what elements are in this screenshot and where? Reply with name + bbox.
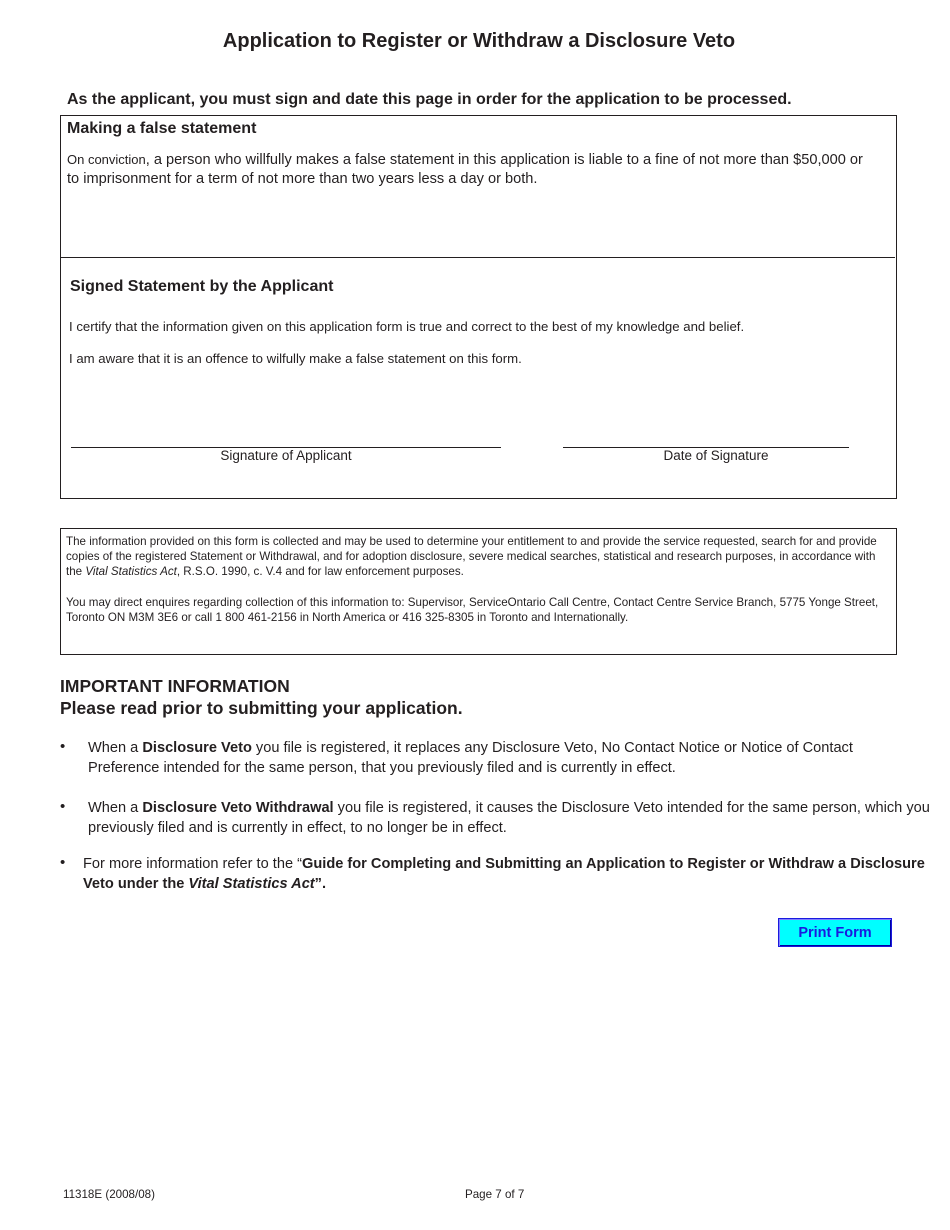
bullet-icon: • xyxy=(60,738,66,755)
bullet-text-act: Vital Statistics Act xyxy=(188,876,315,892)
instruction-text: As the applicant, you must sign and date this page in order for the application to be processed. xyxy=(67,91,792,108)
aware-text: I am aware that it is an offence to wilfully make a false statement on this form. xyxy=(69,351,522,366)
false-statement-body: , a person who willfully makes a false statement in this application is liable to a fine of not more than $50,000 or to imprisonment for a term of not more than two years less a day or both. xyxy=(67,152,863,187)
bullet-text-bold: Disclosure Veto xyxy=(142,740,252,756)
privacy-paragraph-2: You may direct enquires regarding collection of this information to: Supervisor, ServiceOntario Call Centre, Contact Centre Service Branch, 5775 Yonge Street, Toronto ON M3M 3E6 or call 1 800 461-2156 in North America or 416 325-8305 in Toronto and Internationally. xyxy=(66,596,879,624)
bullet-text-pre: When a xyxy=(88,740,143,756)
false-statement-heading: Making a false statement xyxy=(67,120,257,137)
form-code: 11318E (2008/08) xyxy=(63,1188,155,1201)
date-label: Date of Signature xyxy=(663,448,769,463)
bullet-text-post: ”. xyxy=(314,876,327,892)
bullet-item-guide xyxy=(83,854,933,894)
bullet-text-pre: When a xyxy=(88,800,143,816)
important-heading: IMPORTANT INFORMATION xyxy=(60,676,290,696)
bullet-text-bold: Disclosure Veto Withdrawal xyxy=(142,800,334,816)
false-statement-text xyxy=(67,150,867,189)
privacy-paragraph-1 xyxy=(66,534,888,579)
bullet-text-pre: For more information refer to the “ xyxy=(83,856,302,872)
privacy-text-before: The information provided on this form is collected and may be used to determine your entitlement to and provide the service requested, search for and provide copies of the registered Statement or Withdrawal, and for adoption disclosure, severe medical searches, statistical and research purposes, in accordance with the xyxy=(66,535,877,578)
bullet-text-post: you file is registered, it replaces any Disclosure Veto, No Contact Notice or Notice of Contact Preference intended for the same person, that you previously filed and is currently in effect. xyxy=(88,740,853,776)
privacy-act-name: Vital Statistics Act xyxy=(85,565,177,578)
bullet-text-post: you file is registered, it causes the Disclosure Veto intended for the same person, which you previously filed and is currently in effect, to no longer be in effect. xyxy=(88,800,930,836)
bullet-item-veto xyxy=(88,738,928,778)
certify-text: I certify that the information given on this application form is true and correct to the best of my knowledge and belief. xyxy=(69,319,745,334)
section-divider xyxy=(61,257,895,258)
bullet-icon: • xyxy=(60,854,66,871)
important-subheading: Please read prior to submitting your application. xyxy=(60,698,463,718)
privacy-text-after: , R.S.O. 1990, c. V.4 and for law enforcement purposes. xyxy=(176,565,464,578)
signed-statement-heading: Signed Statement by the Applicant xyxy=(70,278,334,295)
print-form-button[interactable]: Print Form xyxy=(778,918,892,947)
bullet-item-withdrawal xyxy=(88,798,933,838)
bullet-icon: • xyxy=(60,798,66,815)
signature-label: Signature of Applicant xyxy=(220,448,352,463)
page-number: Page 7 of 7 xyxy=(465,1188,525,1201)
bullet-text-bold: Guide for Completing and Submitting an Application to Register or Withdraw a Disclosure Veto under the xyxy=(83,856,925,892)
page-title: Application to Register or Withdraw a Disclosure Veto xyxy=(222,30,736,52)
false-statement-lead: On conviction xyxy=(67,152,146,167)
